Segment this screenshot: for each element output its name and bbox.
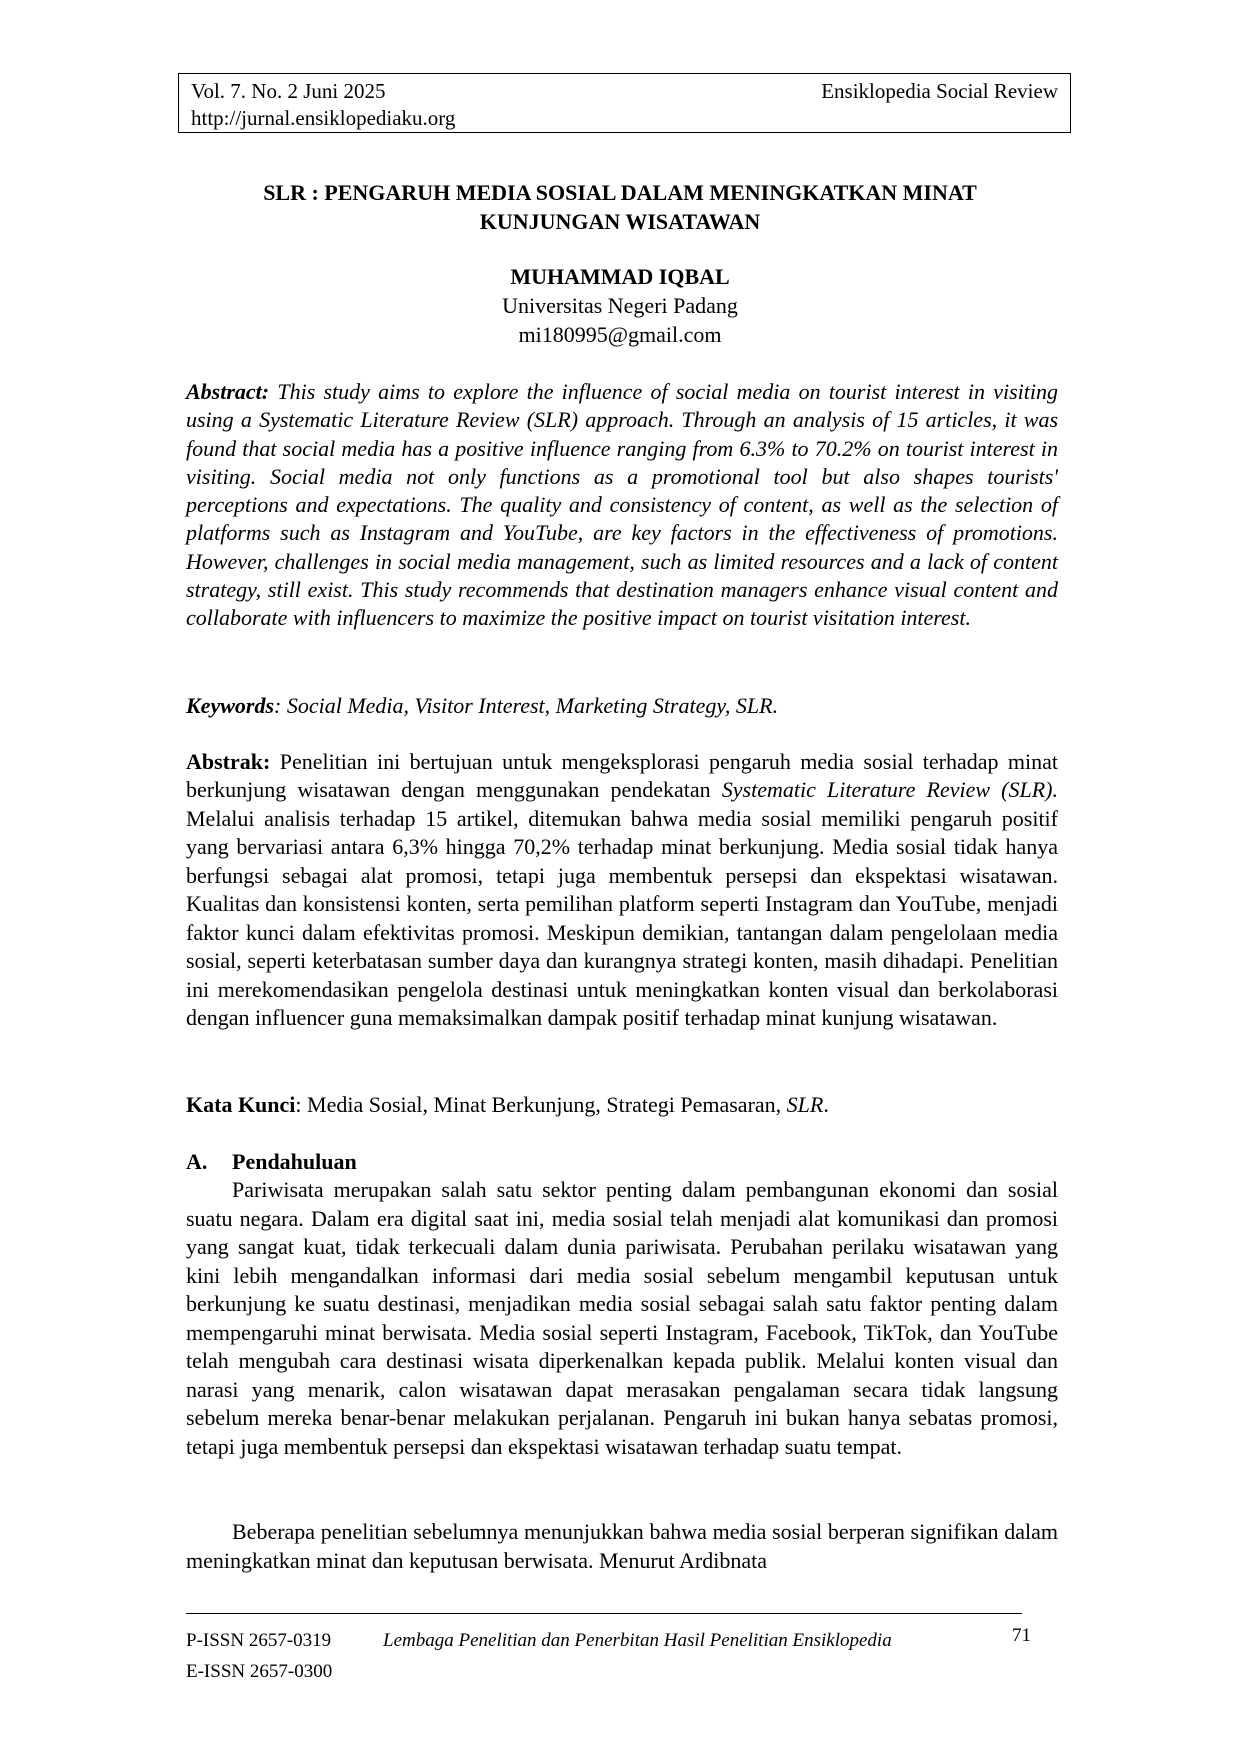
title-line-1: SLR : PENGARUH MEDIA SOSIAL DALAM MENINGKATKAN MINAT (263, 180, 977, 205)
body-paragraph: Pariwisata merupakan salah satu sektor penting dalam pembangunan ekonomi dan sosial suatu negara. Dalam era digital saat ini, media sosial telah menjadi alat komunikasi dan promosi yang sangat kuat, tidak terkecuali dalam dunia pariwisata. Perubahan perilaku wisatawan yang kini lebih mengandalkan informasi dari media sosial sebelum mengambil keputusan untuk berkunjung ke suatu destinasi, menjadikan media sosial sebagai salah satu faktor penting dalam mempengaruhi minat berwisata. Media sosial seperti Instagram, Facebook, TikTok, dan YouTube telah mengubah cara destinasi wisata diperkenalkan kepada publik. Melalui konten visual dan narasi yang menarik, calon wisatawan dapat merasakan pengalaman secara tidak langsung sebelum mereka benar-benar melakukan perjalanan. Pengaruh ini bukan hanya sebatas promosi, tetapi juga membentuk persepsi dan ekspektasi wisatawan terhadap suatu tempat. (186, 1177, 1058, 1459)
section-heading (186, 1148, 357, 1176)
kata-kunci-end: . (823, 1092, 829, 1117)
author-email[interactable]: mi180995@gmail.com (518, 322, 722, 347)
footer-publisher: Lembaga Penelitian dan Penerbitan Hasil Penelitian Ensiklopedia (383, 1630, 892, 1651)
header-url[interactable]: http://jurnal.ensiklopediaku.org (191, 106, 456, 130)
footer-p-issn: P-ISSN 2657-0319 (186, 1630, 332, 1651)
keywords-english (186, 692, 1058, 720)
footer-divider (186, 1613, 1022, 1614)
section-title: Pendahuluan (232, 1149, 357, 1174)
keywords-text: : Social Media, Visitor Interest, Marketing Strategy, SLR. (274, 693, 779, 718)
body-paragraph: Beberapa penelitian sebelumnya menunjukkan bahwa media sosial berperan signifikan dalam meningkatkan minat dan keputusan berwisata. Menurut Ardibnata (186, 1519, 1058, 1573)
header-journal-name: Ensiklopedia Social Review (821, 79, 1058, 103)
kata-kunci-text: : Media Sosial, Minat Berkunjung, Strategi Pemasaran, (295, 1092, 787, 1117)
abstrak-text-after: Melalui analisis terhadap 15 artikel, ditemukan bahwa media sosial memiliki pengaruh positif yang bervariasi antara 6,3% hingga 70,2% terhadap minat berkunjung. Media sosial tidak hanya berfungsi sebagai alat promosi, tetapi juga membentuk persepsi dan ekspektasi wisatawan. Kualitas dan konsistensi konten, serta pemilihan platform seperti Instagram dan YouTube, menjadi faktor kunci dalam efektivitas promosi. Meskipun demikian, tantangan dalam pengelolaan media sosial, seperti keterbatasan sumber daya dan kurangnya strategi konten, masih dihadapi. Penelitian ini merekomendasikan pengelola destinasi untuk meningkatkan konten visual dan berkolaborasi dengan influencer guna memaksimalkan dampak positif terhadap minat kunjung wisatawan. (186, 805, 1058, 1031)
abstrak-text-italic: Systematic Literature Review (SLR). (721, 777, 1058, 803)
author-affiliation: Universitas Negeri Padang (502, 293, 738, 318)
running-header (178, 73, 1071, 133)
header-volume: Vol. 7. No. 2 Juni 2025 (191, 79, 386, 103)
abstract-english (186, 378, 1058, 633)
abstract-indonesian (186, 748, 1058, 1033)
abstrak-label: Abstrak: (186, 749, 271, 774)
section-number: A. (186, 1149, 208, 1174)
author-name: MUHAMMAD IQBAL (510, 264, 730, 289)
paper-title (160, 178, 1080, 236)
abstract-label: Abstract: (186, 379, 270, 404)
keywords-indonesian (186, 1091, 1058, 1119)
abstract-text: This study aims to explore the influence of social media on tourist interest in visiting using a Systematic Literature Review (SLR) approach. Through an analysis of 15 articles, it was found that social media has a positive influence ranging from 6.3% to 70.2% on tourist interest in visiting. Social media not only functions as a promotional tool but also shapes tourists' perceptions and expectations. The quality and consistency of content, as well as the selection of platforms such as Instagram and YouTube, are key factors in the effectiveness of promotions. However, challenges in social media management, such as limited resources and a lack of content strategy, still exist. This study recommends that destination managers enhance visual content and collaborate with influencers to maximize the positive impact on tourist visitation interest. (186, 379, 1058, 631)
kata-kunci-italic: SLR (786, 1092, 824, 1117)
keywords-label: Keywords (186, 693, 274, 718)
footer-e-issn: E-ISSN 2657-0300 (186, 1661, 333, 1682)
kata-kunci-label: Kata Kunci (186, 1092, 296, 1117)
page-number: 71 (1012, 1625, 1031, 1646)
title-line-2: KUNJUNGAN WISATAWAN (479, 209, 761, 234)
abstrak-text-before: Penelitian ini bertujuan untuk mengeksplorasi pengaruh media sosial terhadap minat berkunjung wisatawan dengan menggunakan pendekatan (186, 749, 1058, 803)
